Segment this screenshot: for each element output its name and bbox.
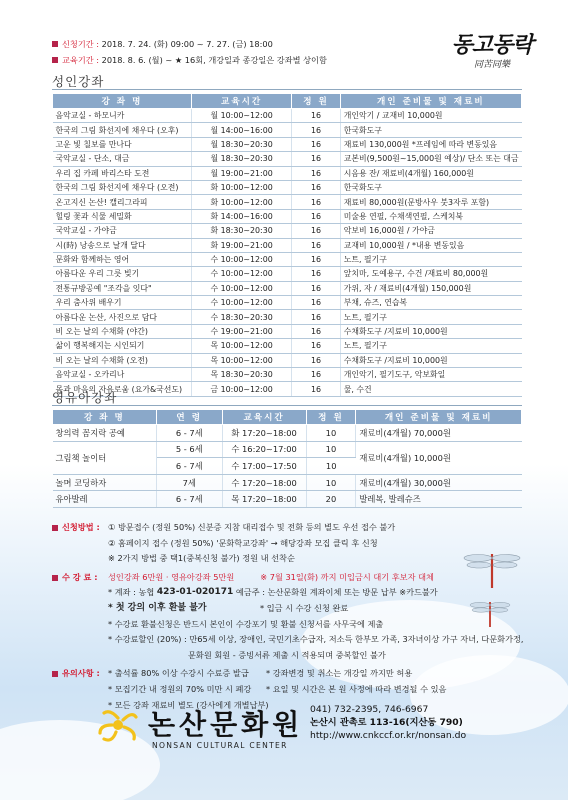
caution-item: * 모든 강좌 재료비 별도 (강사에게 개별납부): [108, 699, 269, 710]
column-header: 개인 준비물 및 재료비: [356, 410, 522, 425]
course-time: 수 10:00~12:00: [191, 252, 291, 266]
course-time: 수 16:20~17:00: [222, 441, 306, 458]
table-row: [53, 281, 522, 295]
course-capacity: 16: [292, 324, 340, 338]
column-header: 개인 준비물 및 재료비: [340, 94, 521, 109]
discount-note-2: 문화원 회원 - 증빙서류 제출 시 적용되며 중복할인 불가: [188, 649, 386, 660]
course-name: 문화와 함께하는 영어: [53, 252, 192, 266]
course-capacity: 16: [292, 382, 340, 396]
table-row: [53, 324, 522, 338]
course-name: 시(時) 낭송으로 날개 달다: [53, 238, 192, 252]
table-header-row: [53, 410, 522, 425]
table-row: [53, 152, 522, 166]
course-name: 유아발레: [53, 491, 157, 508]
course-name: 그림책 놀이터: [53, 441, 157, 474]
course-capacity: 16: [292, 296, 340, 310]
course-time: 화 19:00~21:00: [191, 238, 291, 252]
column-header: 강 좌 명: [53, 410, 157, 425]
table-row: [53, 368, 522, 382]
course-materials: 시음용 잔/ 재료비(4개월) 160,000원: [340, 166, 521, 180]
course-age: 6 - 7세: [156, 458, 222, 475]
table-row: [53, 310, 522, 324]
course-materials: 수채화도구 /지료비 10,000원: [340, 353, 521, 367]
course-age: 6 - 7세: [156, 491, 222, 508]
account-row: [52, 585, 522, 601]
fee-label: 수 강 료 :: [62, 571, 98, 582]
course-time: 월 10:00~12:00: [191, 109, 291, 123]
bullet-icon: [52, 671, 58, 677]
fee-row: [52, 570, 522, 586]
course-materials: 재료비(4개월) 70,000원: [356, 425, 522, 442]
column-header: 정 원: [292, 94, 340, 109]
kids-course-table: [52, 409, 522, 508]
course-name: 삶이 행복해지는 시인되기: [53, 339, 192, 353]
education-period-value: 2018. 8. 6. (월) ~ ★ 16회, 개강일과 종강일은 강좌별 상이함: [101, 55, 327, 65]
course-materials: 가위, 자 / 재료비(4개월) 150,000원: [340, 281, 521, 295]
caution-label: 유의사항 :: [62, 668, 100, 679]
caution-item: * 모집기간 내 정원의 70% 미만 시 폐강: [108, 683, 252, 694]
adult-section-title: 성인강좌: [52, 74, 105, 89]
table-row: [53, 195, 522, 209]
table-row: [53, 441, 522, 458]
registration-notes: [52, 520, 522, 713]
course-materials: 재료비(4개월) 30,000원: [356, 474, 522, 491]
course-materials: 개인악기 / 교재비 10,000원: [340, 109, 521, 123]
deposit-note: * 입금 시 수강 신청 완료: [260, 602, 349, 613]
course-materials: 개인악기, 필기도구, 악보화일: [340, 368, 521, 382]
course-capacity: 10: [306, 441, 356, 458]
course-name: 놀며 코딩하자: [53, 474, 157, 491]
course-capacity: 16: [292, 137, 340, 151]
bullet-icon: [52, 41, 58, 47]
table-row: [53, 339, 522, 353]
course-time: 금 10:00~12:00: [191, 382, 291, 396]
column-header: 교육시간: [222, 410, 306, 425]
cultural-center-emblem-icon: [94, 705, 142, 745]
table-row: [53, 491, 522, 508]
column-header: 교육시간: [191, 94, 291, 109]
course-materials: 수채화도구 /지료비 10,000원: [340, 324, 521, 338]
center-name-english: NONSAN CULTURAL CENTER: [152, 741, 288, 750]
course-time: 수 18:30~20:30: [191, 310, 291, 324]
course-capacity: 10: [306, 458, 356, 475]
kids-section-title: 영유아강좌: [52, 390, 118, 405]
bullet-icon: [52, 57, 58, 63]
course-time: 수 19:00~21:00: [191, 324, 291, 338]
column-header: 정 원: [306, 410, 356, 425]
table-row: [53, 353, 522, 367]
course-materials: 미술용 연필, 수채색연필, 스케치북: [340, 209, 521, 223]
table-row: [53, 296, 522, 310]
course-time: 목 10:00~12:00: [191, 353, 291, 367]
table-row: [53, 238, 522, 252]
course-name: 음악교실 - 오카리나: [53, 368, 192, 382]
course-materials: 재료비 80,000원(문방사우 붓3자루 포함): [340, 195, 521, 209]
course-name: 비 오는 날의 수채화 (야간): [53, 324, 192, 338]
course-capacity: 10: [306, 425, 356, 442]
course-time: 화 10:00~12:00: [191, 195, 291, 209]
table-row: [53, 123, 522, 137]
course-time: 화 18:30~20:30: [191, 224, 291, 238]
method-item: ② 홈페이지 접수 (정원 50%) '문화학교강좌' → 해당강좌 모집 클릭 후 신청: [108, 537, 378, 548]
course-capacity: 16: [292, 368, 340, 382]
education-period: [52, 52, 327, 68]
logo-sub-text: 同苦同樂: [473, 60, 510, 70]
table-row: [53, 166, 522, 180]
website-link[interactable]: http://www.cnkccf.or.kr/nonsan.do: [310, 730, 467, 741]
method-label: 신청방법 :: [62, 522, 100, 532]
fee-warning: ※ 7월 31일(화) 까지 미입금시 대기 후보자 대체: [260, 571, 434, 582]
table-row: [53, 425, 522, 442]
address: 논산시 관촉로 113-16(지산동 790): [310, 717, 463, 728]
course-name: 국악교실 - 가야금: [53, 224, 192, 238]
education-period-label: 교육기간 :: [62, 55, 99, 65]
caution-row: [52, 666, 522, 682]
course-name: 국악교실 - 단소, 대금: [53, 152, 192, 166]
course-materials: 물, 수건: [340, 382, 521, 396]
caution-row: [52, 682, 522, 698]
course-time: 월 19:00~21:00: [191, 166, 291, 180]
logo-main-text: 동고동락: [451, 32, 533, 58]
course-name: 우리 집 카페 바리스타 도전: [53, 166, 192, 180]
footer: [94, 697, 494, 787]
course-time: 화 10:00~12:00: [191, 180, 291, 194]
course-capacity: 16: [292, 180, 340, 194]
course-capacity: 16: [292, 339, 340, 353]
course-age: 7세: [156, 474, 222, 491]
table-row: [53, 137, 522, 151]
fee-value: 성인강좌 6만원 · 영유아강좌 5만원: [108, 571, 235, 582]
course-materials: 부채, 슈즈, 연습복: [340, 296, 521, 310]
course-capacity: 10: [306, 474, 356, 491]
method-item: ※ 2가지 방법 중 택1(중복신청 불가) 정원 내 선착순: [108, 553, 295, 564]
table-row: [53, 252, 522, 266]
course-capacity: 16: [292, 166, 340, 180]
course-capacity: 16: [292, 252, 340, 266]
course-capacity: 16: [292, 195, 340, 209]
course-materials: 앞치마, 도예용구, 수건 /재료비 80,000원: [340, 267, 521, 281]
course-capacity: 20: [306, 491, 356, 508]
course-time: 목 18:30~20:30: [191, 368, 291, 382]
course-capacity: 16: [292, 281, 340, 295]
table-row: [53, 267, 522, 281]
course-capacity: 16: [292, 238, 340, 252]
column-header: 연 령: [156, 410, 222, 425]
course-name: 몸과 마음의 자유로움 (요가&국선도): [53, 382, 192, 396]
course-name: 고운 빛 칠보를 만나다: [53, 137, 192, 151]
course-capacity: 16: [292, 123, 340, 137]
course-name: 창의력 꼼지락 공예: [53, 425, 157, 442]
course-capacity: 16: [292, 353, 340, 367]
table-row: [53, 382, 522, 396]
course-time: 화 14:00~16:00: [191, 209, 291, 223]
course-age: 5 - 6세: [156, 441, 222, 458]
bullet-icon: [52, 575, 58, 581]
caution-item: * 출석률 80% 이상 수강시 수료증 발급: [108, 668, 249, 679]
course-materials: 재료비(4개월) 10,000원: [356, 441, 522, 474]
course-capacity: 16: [292, 267, 340, 281]
table-header-row: [53, 94, 522, 109]
calligraphy-logo: [444, 28, 540, 82]
course-time: 월 18:30~20:30: [191, 152, 291, 166]
table-row: [53, 474, 522, 491]
section-divider: [52, 89, 522, 90]
bullet-icon: [52, 525, 58, 531]
course-materials: 노트, 필기구: [340, 310, 521, 324]
apply-period: [52, 36, 327, 52]
course-time: 수 10:00~12:00: [191, 281, 291, 295]
schedule-info: [52, 36, 327, 68]
course-time: 월 18:30~20:30: [191, 137, 291, 151]
course-name: 한국의 그림 화선지에 채우다 (오전): [53, 180, 192, 194]
table-row: [53, 224, 522, 238]
caution-item: * 요일 및 시간은 본 원 사정에 따라 변경될 수 있음: [266, 683, 447, 694]
course-name: 음악교실 - 하모니카: [53, 109, 192, 123]
course-materials: 노트, 필기구: [340, 252, 521, 266]
caution-item: * 강좌변경 및 취소는 개강일 까지만 허용: [266, 668, 413, 679]
course-materials: 교본비(9,500원~15,000원 예상)/ 단소 또는 대금: [340, 152, 521, 166]
course-name: 전통규방공예 "조각을 잇다": [53, 281, 192, 295]
course-time: 수 17:00~17:50: [222, 458, 306, 475]
course-materials: 한국화도구: [340, 180, 521, 194]
refund-row: [52, 601, 522, 617]
course-materials: 악보비 16,000원 / 가야금: [340, 224, 521, 238]
section-divider: [52, 405, 522, 406]
course-time: 월 14:00~16:00: [191, 123, 291, 137]
no-refund-note: * 첫 강의 이후 환불 불가: [108, 602, 207, 613]
course-name: 온고지신 논산! 캘리그라피: [53, 195, 192, 209]
course-materials: 교재비 10,000원 / *내용 변동있음: [340, 238, 521, 252]
course-materials: 한국화도구: [340, 123, 521, 137]
course-capacity: 16: [292, 224, 340, 238]
course-name: 비 오는 날의 수채화 (오전): [53, 353, 192, 367]
refund-note: * 수강료 환불신청은 반드시 본인이 수강포기 및 환불 신청서를 사무국에 제출: [108, 618, 384, 629]
account-suffix: 예금주 : 논산문화원 계좌이체 또는 방문 납부 ※카드불가: [235, 587, 438, 598]
course-age: 6 - 7세: [156, 425, 222, 442]
course-capacity: 16: [292, 109, 340, 123]
method-item: ① 방문접수 (정원 50%) 신분증 지참 대리접수 및 전화 등의 별도 우선 접수 불가: [108, 522, 396, 532]
course-capacity: 16: [292, 310, 340, 324]
column-header: 강 좌 명: [53, 94, 192, 109]
course-materials: 발레복, 발레슈즈: [356, 491, 522, 508]
course-name: 힐링 꽃과 식물 세밀화: [53, 209, 192, 223]
discount-note: * 수강료할인 (20%) : 만65세 이상, 장애인, 국민기초수급자, 저소득 한부모 가족, 3자녀이상 가구 자녀, 다문화가정,: [108, 634, 524, 645]
course-time: 화 17:20~18:00: [222, 425, 306, 442]
table-row: [53, 180, 522, 194]
course-time: 수 10:00~12:00: [191, 267, 291, 281]
center-name: 논산문화원: [148, 708, 304, 741]
course-name: 우리 춤사위 배우기: [53, 296, 192, 310]
apply-period-label: 신청기간 :: [62, 39, 99, 49]
course-name: 한국의 그림 화선지에 채우다 (오후): [53, 123, 192, 137]
table-row: [53, 109, 522, 123]
course-materials: 노트, 필기구: [340, 339, 521, 353]
contact-info: [310, 703, 466, 742]
course-time: 목 10:00~12:00: [191, 339, 291, 353]
phone-number: 041) 732-2395, 746-6967: [310, 704, 429, 715]
account-prefix: * 계좌 : 농협: [108, 587, 155, 598]
course-name: 아름다운 우리 그릇 빚기: [53, 267, 192, 281]
course-name: 아름다운 논산, 사진으로 담다: [53, 310, 192, 324]
course-capacity: 16: [292, 152, 340, 166]
table-row: [53, 209, 522, 223]
apply-period-value: 2018. 7. 24. (화) 09:00 ~ 7. 27. (금) 18:00: [101, 39, 273, 49]
course-time: 수 17:20~18:00: [222, 474, 306, 491]
course-materials: 재료비 130,000원 *프레임에 따라 변동있음: [340, 137, 521, 151]
course-capacity: 16: [292, 209, 340, 223]
adult-course-table: [52, 93, 522, 397]
account-number: 423-01-020171: [156, 587, 234, 598]
course-time: 수 10:00~12:00: [191, 296, 291, 310]
method-row: [52, 520, 522, 536]
course-time: 목 17:20~18:00: [222, 491, 306, 508]
